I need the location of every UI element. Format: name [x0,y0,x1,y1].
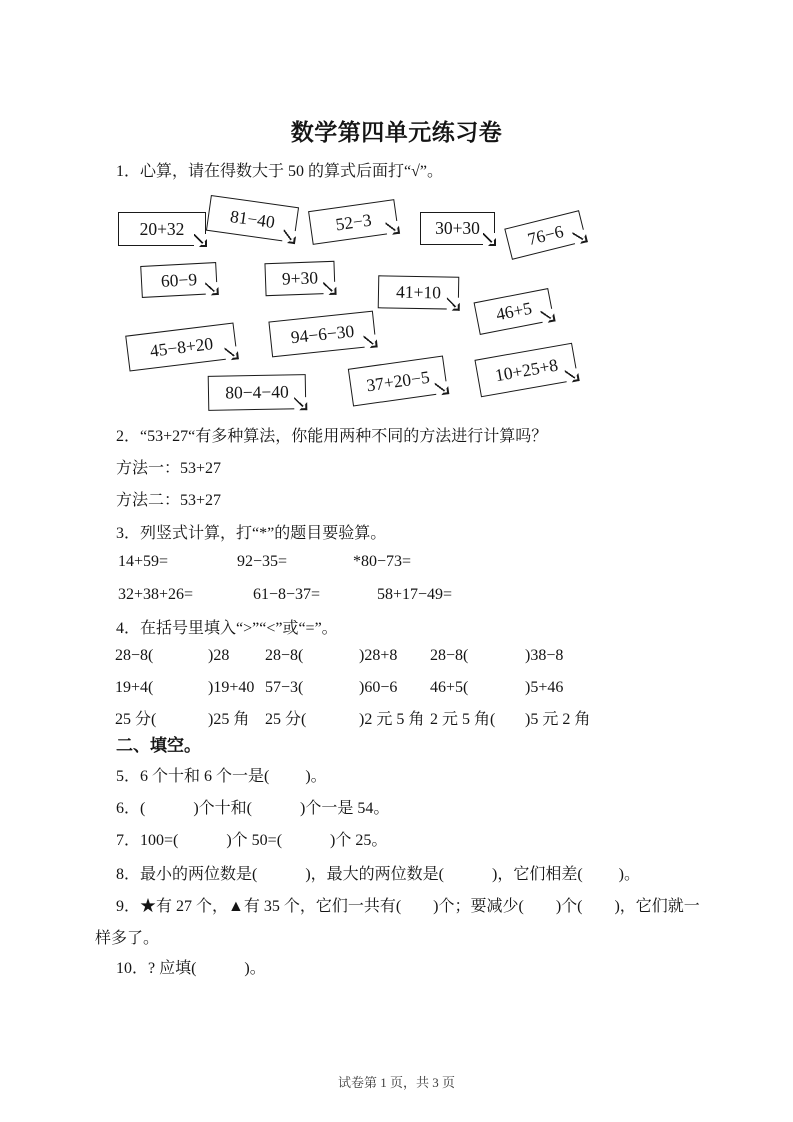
expression-card [140,262,218,298]
card-expression: 30+30 [435,218,480,238]
question-6: 6．( )个十和( )个一是 54。 [116,800,390,817]
folded-corner-icon [194,234,207,247]
comparison-item: )5 元 2 角 [525,711,591,728]
question-5: 5．6 个十和 6 个一是( )。 [116,768,327,785]
comparison-item: )19+40 [208,679,255,696]
comparison-item: )25 角 [208,711,250,728]
card-expression: 81−40 [228,205,277,232]
comparison-item: 28−8( [115,647,154,664]
comparison-item: 46+5( [430,679,469,696]
expression-card [308,199,399,245]
comparison-item: )38−8 [525,647,564,664]
question-4-row-3 [115,709,735,731]
section-2-header: 二、填空。 [116,736,201,755]
question-9-continuation: 样多了。 [95,930,160,947]
folded-corner-icon [205,282,219,296]
card-expression: 46+5 [494,297,534,325]
expression-card [264,261,335,296]
equation: 61−8−37= [253,586,321,603]
card-expression: 60−9 [160,268,198,291]
card-expression: 20+32 [139,218,185,239]
comparison-item: 2 元 5 角( [430,711,496,728]
comparison-item: 57−3( [265,679,304,696]
comparison-item: )60−6 [359,679,398,696]
equation: *80−73= [353,553,412,570]
equation: 58+17−49= [377,586,453,603]
card-expression: 41+10 [395,281,442,303]
expression-card [474,343,578,398]
card-expression: 10+25+8 [493,354,560,385]
question-2-method-2: 方法二：53+27 [116,492,222,509]
question-1-prompt: 1．心算，请在得数大于 50 的算式后面打“√”。 [116,163,443,180]
folded-corner-icon [572,229,588,245]
folded-corner-icon [483,233,496,246]
card-expression: 9+30 [281,267,319,289]
card-expression: 94−6−30 [289,320,356,347]
question-4-prompt: 4．在括号里填入“>”“<”或“=”。 [116,620,338,637]
question-4-row-2 [115,677,735,699]
expression-card [125,322,238,371]
comparison-item: 28−8( [265,647,304,664]
question-10: 10．? 应填( )。 [116,960,266,977]
comparison-item: )28+8 [359,647,398,664]
comparison-item: 19+4( [115,679,154,696]
equation: 14+59= [118,553,169,570]
question-8: 8．最小的两位数是( )，最大的两位数是( )，它们相差( )。 [116,866,640,883]
expression-card [348,356,448,407]
folded-corner-icon [434,381,449,396]
equation: 92−35= [237,553,288,570]
folded-corner-icon [564,368,579,383]
card-expression: 80−4−40 [225,381,289,403]
expression-card [206,195,299,243]
page-title: 数学第四单元练习卷 [290,120,503,145]
folded-corner-icon [282,229,297,244]
question-3-row-2 [118,584,738,606]
card-expression: 37+20−5 [365,366,431,395]
card-expression: 45−8+20 [148,332,215,361]
folded-corner-icon [323,281,336,294]
comparison-item: 25 分( [265,711,307,728]
expression-card [208,374,307,411]
comparison-item: )28 [208,647,230,664]
page-footer: 试卷第 1 页，共 3 页 [337,1075,455,1090]
folded-corner-icon [446,297,459,310]
expression-card [378,275,460,309]
expression-card [474,288,555,335]
folded-corner-icon [385,220,400,235]
folded-corner-icon [294,397,307,410]
card-expression: 76−6 [525,220,566,249]
expression-card [118,212,206,246]
expression-card [268,311,376,358]
expression-card [420,212,495,245]
question-2-prompt: 2．“53+27“有多种算法，你能用两种不同的方法进行计算吗？ [116,428,548,445]
folded-corner-icon [540,308,555,323]
comparison-item: 25 分( [115,711,157,728]
comparison-item: )2 元 5 角 [359,711,425,728]
comparison-item: )5+46 [525,679,564,696]
comparison-item: 28−8( [430,647,469,664]
question-2-method-1: 方法一：53+27 [116,460,222,477]
folded-corner-icon [363,334,377,348]
question-7: 7．100=( )个 50=( )个 25。 [116,832,388,849]
question-3-prompt: 3．列竖式计算，打“*”的题目要验算。 [116,525,387,542]
card-expression: 52−3 [334,209,373,234]
question-4-row-1 [115,645,735,667]
question-3-row-1 [118,551,738,573]
equation: 32+38+26= [118,586,194,603]
expression-card [504,210,586,260]
question-9: 9．★有 27 个，▲有 35 个，它们一共有( )个；要减少( )个( )，它们就一 [116,898,700,915]
folded-corner-icon [224,346,238,360]
